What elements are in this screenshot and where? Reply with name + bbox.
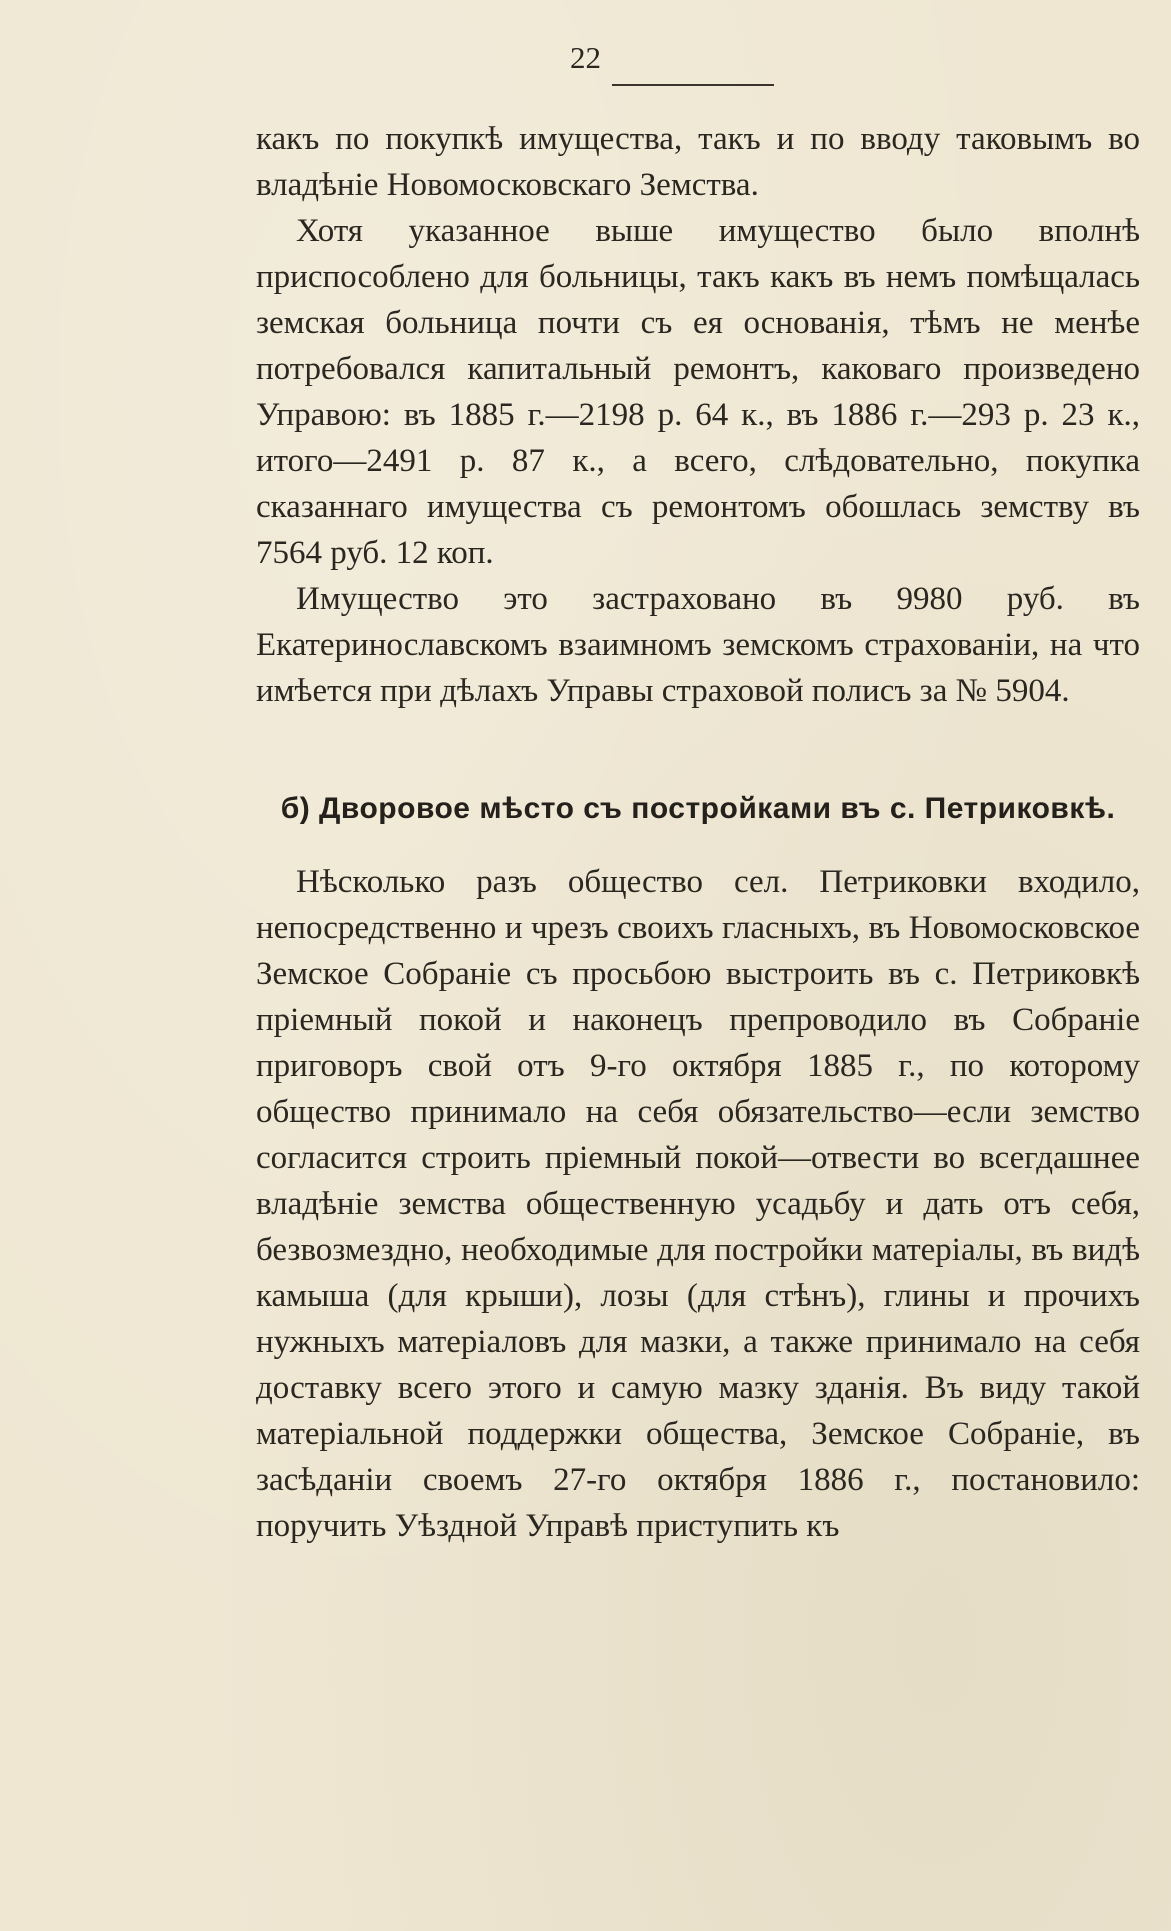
text-block-bottom [256,859,1140,1549]
paragraph: Имущество это застраховано въ 9980 руб. въ Екатеринославскомъ взаимномъ земскомъ страхованіи, на что имѣется при дѣлахъ Управы страховой полисъ за № 5904. [256,581,1140,709]
page-number: 22 [570,40,601,75]
paragraph: Нѣсколько разъ общество сел. Петриковки входило, непосредственно и чрезъ своихъ гласныхъ, въ Новомосковское Земское Собраніе съ просьбою выстроить въ с. Петриковкѣ пріемный покой и наконецъ препроводило въ Собраніе приговоръ свой отъ 9-го октября 1885 г., по которому общество принимало на себя обязательство—если земство согласится строить пріемный покой—отвести во всегдашнее владѣніе земства общественную усадьбу и дать отъ себя, безвозмездно, необходимые для постройки матеріалы, въ видѣ камыша (для крыши), лозы (для стѣнъ), глины и прочихъ нужныхъ матеріаловъ для мазки, а также принимало на себя доставку всего этого и самую мазку зданія. Въ виду такой матеріальной поддержки общества, Земское Собраніе, въ засѣданіи своемъ 27-го октября 1886 г., постановило: поручить Уѣздной Управѣ приступить къ [256,864,1140,1544]
section-heading: б) Дворовое мѣсто съ постройками въ с. Петриковкѣ. [280,792,1116,825]
header-rule [612,84,774,86]
paragraph: Хотя указанное выше имущество было вполнѣ приспособлено для больницы, такъ какъ въ немъ помѣщалась земская больница почти съ ея основанія, тѣмъ не менѣе потребовался капитальный ремонтъ, каковаго произведено Управою: въ 1885 г.—2198 р. 64 к., въ 1886 г.—293 р. 23 к., итого—2491 р. 87 к., а всего, слѣдовательно, покупка сказаннаго имущества съ ремонтомъ обошлась земству въ 7564 руб. 12 коп. [256,213,1140,571]
paragraph: какъ по покупкѣ имущества, такъ и по вводу таковымъ во владѣніе Новомосковскаго Земства. [256,121,1140,203]
text-block-top [256,116,1140,714]
